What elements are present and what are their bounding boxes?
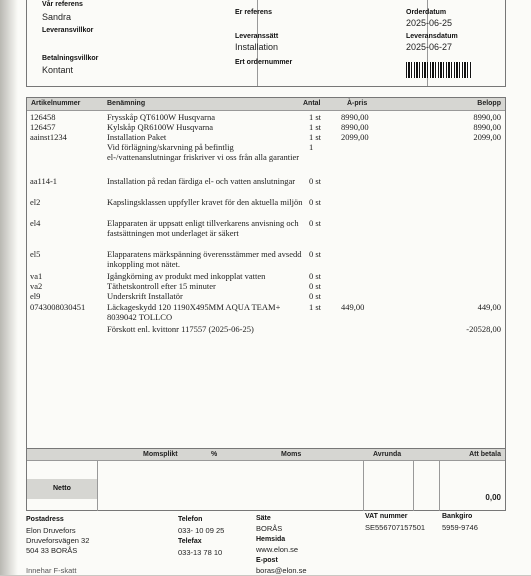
row-antal: 1 st [309,132,322,142]
row-antal: 0 st [309,249,322,259]
postadress-line-1: Elon Druvefors [26,526,76,535]
row-artikelnummer: va2 [30,281,43,291]
col-benamning: Benämning [107,100,146,107]
totals-header [27,449,505,461]
row-artikelnummer: el2 [30,197,41,207]
betalningsvillkor-value: Kontant [42,65,74,75]
ert-ordernummer-label: Ert ordernummer [235,59,293,66]
netto-label: Netto [53,485,71,492]
row-benamning: Elapparatens märkspänning överensstämmer med avsedd inkoppling mot nätet. [107,249,302,269]
table-header [27,98,505,111]
telefax-label: Telefax [178,538,202,545]
row-artikelnummer: el9 [30,291,41,301]
row-benamning: Kylskåp QR6100W Husqvarna [107,122,214,132]
row-benamning: Frysskåp QT6100W Husqvarna [107,112,215,122]
leveranssatt-label: Leveranssätt [235,33,279,40]
row-antal: 0 st [309,281,322,291]
orderdatum-value: 2025-06-25 [406,18,453,28]
betalningsvillkor-label: Betalningsvillkor [42,55,99,62]
row-artikelnummer: va1 [30,271,43,281]
row-artikelnummer: 126458 [30,112,56,122]
row-benamning: Elapparaten är uppsatt enligt tillverkarens anvisning och fastsättningen mot underlaget är säkert [107,218,299,238]
row-belopp: 2099,00 [473,132,501,142]
row-benamning: Underskrift Installatör [107,291,183,301]
bankgiro-value: 5959-9746 [442,523,478,532]
row-antal: 1 st [309,122,322,132]
leveransdatum-value: 2025-06-27 [406,42,453,52]
sate-label: Säte [256,515,271,522]
row-artikelnummer: aainst1234 [30,132,67,142]
row-artikelnummer: el4 [30,218,41,228]
row-apris: 2099,00 [341,132,369,142]
procent-label: % [211,451,218,458]
row-apris: 449,00 [341,302,365,312]
row-antal: 0 st [309,176,322,186]
hemsida-label: Hemsida [256,536,286,543]
col-antal: Antal [303,100,321,107]
row-apris: 8990,00 [341,122,369,132]
row-artikelnummer: el5 [30,249,41,259]
f-skatt-text: Innehar F-skatt [26,566,77,575]
row-antal: 0 st [309,218,322,228]
avrunda-label: Avrunda [373,451,402,458]
row-belopp: -20528,00 [466,324,501,334]
col-belopp: Belopp [477,100,501,107]
col-apris: À-pris [347,100,368,107]
leveransvillkor-label: Leveransvillkor [42,27,94,34]
row-artikelnummer: 126457 [30,122,56,132]
sate-value: BORÅS [256,524,283,533]
row-benamning: Installation Paket [107,132,167,142]
row-benamning: Läckageskydd 120 1190X495MM AQUA TEAM+ 8039042 TOLLCO [107,302,281,322]
var-referens-value: Sandra [42,12,72,22]
hemsida-link[interactable]: www.elon.se [256,545,299,554]
vat-value: SE556707157501 [365,523,426,532]
att-betala-value: 0,00 [485,493,501,502]
postadress-label: Postadress [26,516,64,523]
var-referens-label: Vår referens [42,1,83,8]
epost-label: E-post [256,557,278,564]
row-antal: 0 st [309,271,322,281]
row-belopp: 8990,00 [473,112,501,122]
postadress-line-2: Druveforsvägen 32 [26,536,90,545]
epost-link[interactable]: boras@elon.se [256,566,307,575]
row-apris: 8990,00 [341,112,369,122]
page-shadow [0,0,18,575]
postadress-line-3: 504 33 BORÅS [26,546,78,555]
col-artikelnummer: Artikelnummer [31,100,81,107]
er-referens-label: Er referens [235,9,272,16]
row-artikelnummer: aa114-1 [30,176,58,186]
leveranssatt-value: Installation [235,42,279,52]
momsplikt-label: Momsplikt [143,451,178,458]
row-benamning: Kapslingsklassen uppfyller kravet för den aktuella miljön [107,197,303,207]
row-antal: 1 st [309,112,322,122]
barcode-image [406,62,472,78]
totals-section [27,448,505,511]
row-benamning: Installation på redan färdiga el- och vatten anslutningar [107,176,296,186]
leveransdatum-label: Leveransdatum [406,33,458,40]
telefon-value: 033- 10 09 25 [178,526,225,535]
bankgiro-label: Bankgiro [442,513,473,520]
row-antal: 1 [309,142,314,152]
row-antal: 1 st [309,302,322,312]
row-antal: 0 st [309,197,322,207]
row-belopp: 8990,00 [473,122,501,132]
telefax-value: 033-13 78 10 [178,548,223,557]
row-benamning: Vid förlägning/skarvning på befintlig el-/vattenanslutningar friskriver vi oss från alla garantier [107,142,300,162]
row-benamning: Igångkörning av produkt med inkopplat vatten [107,271,266,281]
row-artikelnummer: 0743008030451 [30,302,86,312]
row-benamning: Förskott enl. kvittonr 117557 (2025-06-25) [107,324,254,334]
orderdatum-label: Orderdatum [406,9,447,16]
moms-label: Moms [281,451,302,458]
row-benamning: Täthetskontroll efter 15 minuter [107,281,216,291]
netto-box [27,479,97,499]
items-table [26,97,506,511]
row-belopp: 449,00 [477,302,501,312]
vat-label: VAT nummer [365,513,408,520]
att-betala-label: Att betala [469,451,501,458]
row-antal: 0 st [309,291,322,301]
telefon-label: Telefon [178,516,203,523]
